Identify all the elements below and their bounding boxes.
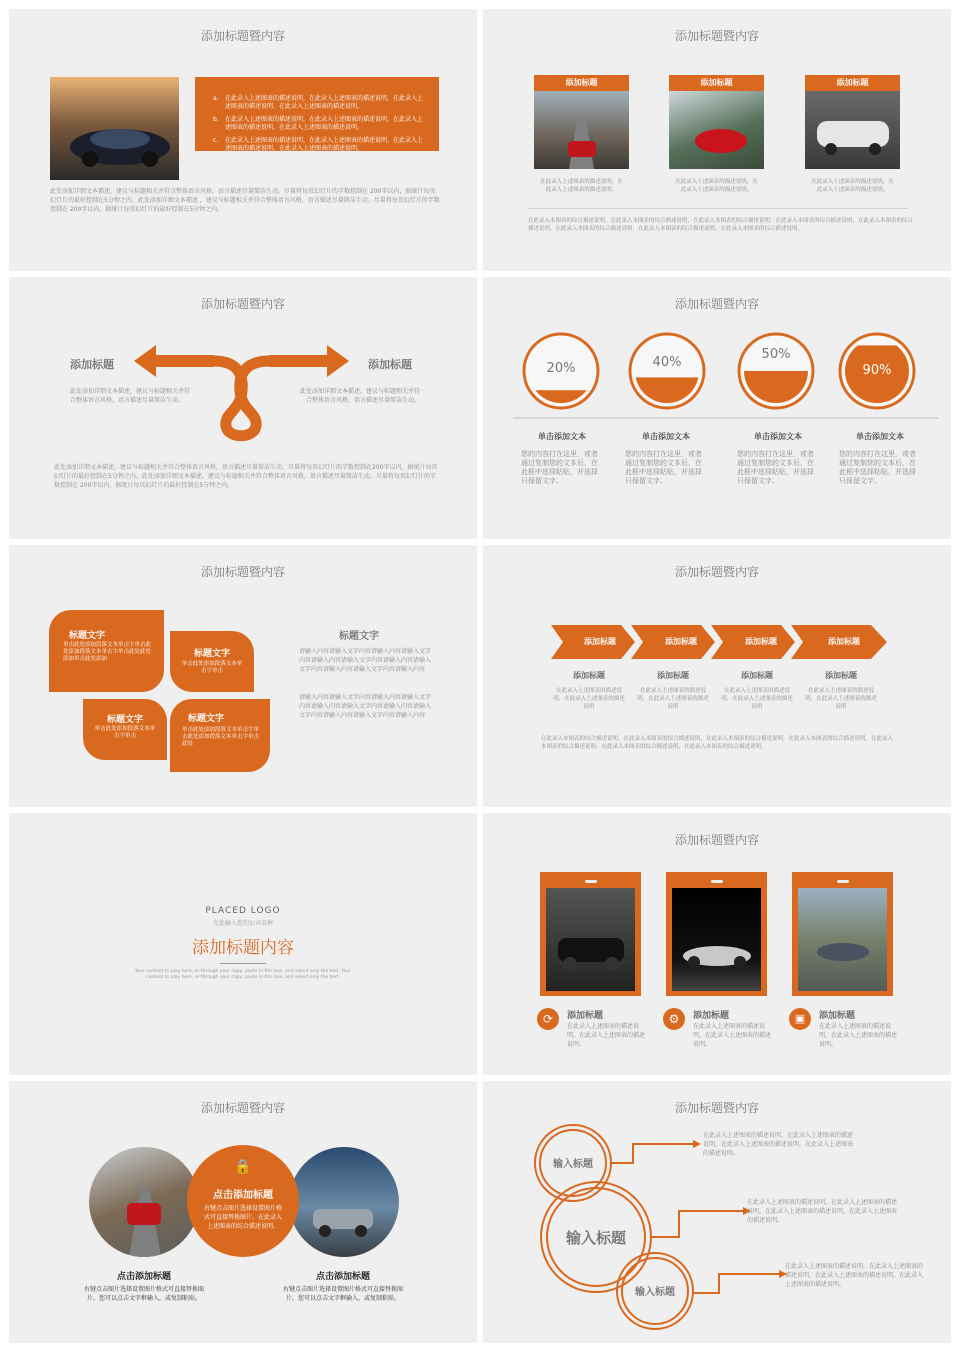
feature-title: 添加标题 (693, 1011, 730, 1021)
gauge-1-caption (521, 431, 603, 486)
card-icon: ▣ (789, 1008, 811, 1030)
caption-title: 单击添加文本 (538, 432, 586, 441)
slide-5 (9, 545, 477, 807)
slide-6 (483, 545, 951, 807)
card-2 (669, 75, 764, 194)
silver-car-photo (672, 888, 761, 991)
petal-text: 单击此处添加段落文本单击字单击此处添加段落文本单击字单击此处 (182, 727, 260, 747)
bullet-list (213, 95, 425, 153)
slide-8 (483, 813, 951, 1075)
right-title: 添加标题 (368, 358, 412, 371)
slide-9 (9, 1081, 477, 1343)
gauge-3-caption (737, 431, 819, 486)
feature-text: 在此录入上述图表的描述说明，在此录入上述图表的描述说明。 (567, 1023, 646, 1048)
petal-text: 单击此处添加段落文本单击字单击此处添加段落文本单击字单击此处此处添加单击此处添加 (63, 642, 152, 662)
card-desc: 在此录入上述图表的描述说明，在此录入上述图表的描述说明。 (540, 179, 623, 193)
progress-gauges (483, 277, 951, 427)
hang-slot (585, 880, 597, 883)
feature-text: 在此录入上述图表的描述说明，在此录入上述图表的描述说明。 (819, 1023, 898, 1048)
gauge-2 (629, 334, 705, 408)
hang-slot (711, 880, 723, 883)
card-3 (805, 75, 900, 194)
step-text: 在此录入上述图表的描述说明，在此录入上述图表的描述说明 (805, 688, 877, 710)
petal-text: 单击此处添加段落文本单击字单击 (181, 661, 243, 674)
right-circle-photo (289, 1147, 399, 1257)
gauge-2-pct: 40% (652, 355, 682, 370)
center-text: 右键点击图片选择设置图片格式可直接替换图片，在此录入上述图表的综合描述说明。 (203, 1205, 282, 1230)
feature-title: 添加标题 (567, 1011, 604, 1021)
step-title: 添加标题 (573, 671, 605, 680)
feature-title: 添加标题 (819, 1011, 856, 1021)
photo-card-3 (792, 872, 893, 996)
gauge-4-caption (839, 431, 921, 486)
chevron-label-4: 添加标题 (828, 637, 860, 646)
chevron-label-3: 添加标题 (745, 637, 777, 646)
card-label: 添加标题 (805, 75, 900, 91)
slide-title: 添加标题暨内容 (674, 1101, 759, 1115)
petal-title: 标题文字 (188, 714, 225, 724)
car-photo (50, 77, 179, 180)
card-desc: 在此录入上述图表的描述说明，在此录入上述图表的描述说明。 (675, 179, 758, 193)
slide-2 (483, 9, 951, 271)
slide-7 (9, 813, 477, 1075)
slide-title: 添加标题暨内容 (200, 1101, 285, 1115)
step-title: 添加标题 (741, 671, 773, 680)
bullet-text: 在此录入上述图表的描述说明，在此录入上述图表的描述说明，在此录入上述图表的描述说明，在此录入上述图表的描述说明。 (225, 137, 424, 152)
gauge-3 (738, 334, 814, 408)
bullet-text: 在此录入上述图表的描述说明，在此录入上述图表的描述说明，在此录入上述图表的描述说明，在此录入上述图表的描述说明。 (225, 116, 424, 131)
card-label: 添加标题 (669, 75, 764, 91)
step-3 (721, 670, 793, 711)
gears-icon: ⚙ (663, 1008, 685, 1030)
side-title: 标题文字 (339, 631, 379, 642)
right-text: 此处添加详细文本描述，建议与标题相关并符合整体语言风格，语言描述尽量简洁生动。 (300, 388, 421, 404)
left-circle-photo (89, 1147, 199, 1257)
desc-2: 在此录入上述图表的描述说明，在此录入上述图表的描述说明，在此录入上述图表的描述说明，在此录入上述图表的描述说明。 (747, 1199, 898, 1224)
caption-title: 单击添加文本 (642, 432, 690, 441)
body-text: 在此录入本图表的综合描述说明，在此录入本图表的综合描述说明，在此录入本图表的综合描述说明，在此录入本图表的综合描述说明，在此录入本图表的综合描述说明，在此录入本图表的综合描述说明，在此录入本图表的综合描述说明，在此录入本图表的综合描述说明。 (528, 218, 914, 232)
center-title: 点击添加标题 (213, 1190, 273, 1201)
circle-2-label: 输入标题 (565, 1229, 626, 1247)
chevron-label-1: 添加标题 (584, 637, 616, 646)
english-text: Your content to play here, or through your copy, paste in this box, and select only the text. Your content to play here, or through your copy, paste in this box, and select only the text. (135, 969, 351, 980)
petal-2 (170, 631, 254, 692)
step-text: 在此录入上述图表的描述说明，在此录入上述图表的描述说明 (637, 688, 709, 710)
slide-10 (483, 1081, 951, 1343)
logo-text: PLACED LOGO (205, 906, 281, 916)
step-text: 在此录入上述图表的描述说明，在此录入上述图表的描述说明 (553, 688, 625, 710)
gauge-3-pct: 50% (761, 347, 791, 362)
caption-text: 您的内容打在这里，或者通过复制您的文本后，在此框中选择粘贴，并选择只保留文字。 (737, 450, 814, 485)
slide-title: 添加标题暨内容 (200, 29, 285, 43)
divider (220, 963, 266, 964)
heading: 添加标题内容 (192, 938, 294, 958)
petal-title: 标题文字 (193, 649, 230, 659)
bullet-item (213, 95, 425, 111)
center-circle (187, 1145, 299, 1257)
caption-text: 您的内容打在这里，或者通过复制您的文本后，在此框中选择粘贴，并选择只保留文字。 (839, 450, 916, 485)
lock-icon: 🔒 (234, 1159, 252, 1175)
bullet-marker: b. (213, 116, 219, 123)
slide-title: 添加标题暨内容 (674, 29, 759, 43)
petal-title: 标题文字 (106, 715, 143, 725)
petal-1 (49, 610, 164, 692)
hang-slot (837, 880, 849, 883)
slide-4 (483, 277, 951, 539)
left-title: 添加标题 (70, 358, 114, 371)
divider (528, 208, 908, 209)
right-title: 点击添加标题 (315, 1272, 370, 1282)
caption-title: 单击添加文本 (856, 432, 904, 441)
slide-title: 添加标题暨内容 (674, 297, 759, 311)
caption-text: 您的内容打在这里，或者通过复制您的文本后，在此框中选择粘贴，并选择只保留文字。 (521, 450, 598, 485)
petal-3 (83, 699, 167, 760)
bullet-item (213, 116, 425, 132)
body-text: 此处添加详细文本描述，建议与标题相关并符合整体语言风格，语言描述尽量简洁生动。尽量将每页幻灯片的字数控制在200字以内，据统计每页幻灯片的最好控制在5分钟之内。此处添加详细文本描述，建议与标题相关并符合整体语言风格，语言描述尽量简洁生动。尽量将每页幻灯片的字数控制在 200字以内，据统计每页幻灯片的最好控制在5分钟之内。 (54, 464, 438, 489)
step-title: 添加标题 (825, 671, 857, 680)
card-1 (534, 75, 629, 194)
desc-3: 在此录入上述图表的描述说明，在此录入上述图表的描述说明，在此录入上述图表的描述说明，在此录入上述图表的描述说明。 (785, 1263, 924, 1288)
chevron-label-2: 添加标题 (665, 637, 697, 646)
black-car-photo (546, 888, 635, 991)
slide-title: 添加标题暨内容 (200, 565, 285, 579)
body-text: 此处添加详细文本描述，建议与标题相关并符合整体语言风格，语言描述尽量简洁生动。尽量将每页幻灯片的字数控制在 200字以内，据统计每页幻灯片的最好控制在5分钟之内。此处添加详细文本描述 ，建议与标题相关并符合整体语言风格，语言描述尽量简洁生动。尽量将每页幻灯片的字数控制在 200字以内，据统计每页幻灯片的最好控制在5分钟之内。 (50, 188, 440, 213)
body-text: 在此录入本图表的综合描述说明，在此录入本图表的综合描述说明，在此录入本图表的综合描述说明，在此录入本图表的综合描述说明，在此录入本图表的综合描述说明，在此录入本图表的综合描述说明，在此录入本图表的综合描述说明。 (541, 736, 894, 750)
photo-card-2 (666, 872, 767, 996)
bullet-item (213, 137, 425, 153)
feature-text: 在此录入上述图表的描述说明，在此录入上述图表的描述说明。 (693, 1023, 772, 1048)
gauge-2-caption (625, 431, 707, 486)
side-paragraph-1: 请输入内容请输入文字内容请输入内容请输入文字内容请输入内容请输入文字内容请输入内容请输入文字内容请输入内容请输入文字内容请输入内容 (299, 648, 432, 673)
slide-title: 添加标题暨内容 (200, 297, 285, 311)
petal-title: 标题文字 (69, 631, 106, 641)
step-text: 在此录入上述图表的描述说明，在此录入上述图表的描述说明 (721, 688, 793, 710)
caption-text: 您的内容打在这里，或者通过复制您的文本后，在此框中选择粘贴，并选择只保留文字。 (625, 450, 702, 485)
refresh-icon: ⟳ (537, 1008, 559, 1030)
step-title: 添加标题 (657, 671, 689, 680)
step-1 (553, 670, 625, 711)
coastal-car-photo (798, 888, 887, 991)
caption-title: 单击添加文本 (754, 432, 802, 441)
slide-title: 添加标题暨内容 (674, 833, 759, 847)
card-label: 添加标题 (534, 75, 629, 91)
circle-1-label: 输入标题 (553, 1159, 593, 1170)
company-name: 在此输入您的公司名称 (212, 920, 273, 927)
petal-4 (170, 699, 270, 772)
slide-3 (9, 277, 477, 539)
step-2 (637, 670, 709, 711)
white-car-photo (805, 91, 900, 169)
card-desc: 在此录入上述图表的描述说明，在此录入上述图表的描述说明。 (811, 179, 894, 193)
slide-1 (9, 9, 477, 271)
gauge-1-pct: 20% (546, 361, 576, 376)
left-text: 右键点击图片选择设置图片格式可直接替换图片。您可以点击文字框输入，或复制粘贴。 (83, 1286, 204, 1302)
circle-3-label: 输入标题 (635, 1287, 675, 1298)
gauge-4-pct: 90% (862, 363, 892, 378)
right-text: 右键点击图片选择设置图片格式可直接替换图片。您可以点击文字框输入，或复制粘贴。 (282, 1286, 403, 1302)
bullet-marker: c. (213, 137, 219, 144)
left-title: 点击添加标题 (116, 1272, 171, 1282)
bullet-text: 在此录入上述图表的描述说明，在此录入上述图表的描述说明，在此录入上述图表的描述说明，在此录入上述图表的描述说明。 (225, 95, 424, 110)
red-sports-car-photo (669, 91, 764, 169)
petal-text: 单击此处添加段落文本单击字单击 (94, 726, 156, 739)
desc-1: 在此录入上述图表的描述说明，在此录入上述图表的描述说明，在此录入上述图表的描述说明，在此录入上述图表的描述说明。 (703, 1132, 854, 1157)
bullet-marker: a. (213, 95, 219, 102)
side-paragraph-2: 请输入内容请输入文字内容请输入内容请输入文字内容请输入内容请输入文字内容请输入内容请输入文字内容请输入内容请输入文字内容请输入内容 (299, 694, 432, 719)
photo-card-1 (540, 872, 641, 996)
step-4 (805, 670, 877, 711)
red-car-photo (534, 91, 629, 169)
slide-title: 添加标题暨内容 (674, 565, 759, 579)
bullet-box (195, 77, 439, 151)
left-text: 此处添加详细文本描述，建议与标题相关并符合整体语言风格，语言描述尽量简洁生动。 (70, 388, 191, 404)
